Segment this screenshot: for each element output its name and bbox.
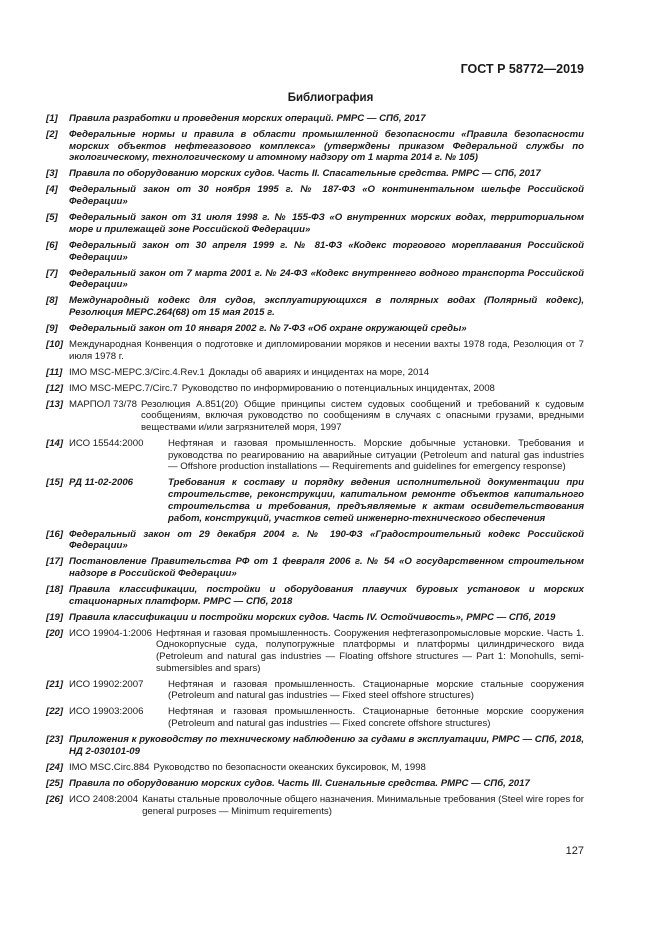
reference-item: [46, 129, 584, 164]
reference-code: ИСО 2408:2004: [69, 793, 139, 805]
reference-text: Правила по оборудованию морских судов. Часть III. Сигнальные средства. РМРС — СПб, 2017: [69, 777, 530, 789]
reference-text: Требования к составу и порядку ведения исполнительной документации при строительстве, реконструкции, капитальном ремонте объектов капитального строительства и требования, предъявляемые к актам освидетельствования работ, конструкций, участков сетей инженерно-технического обеспечения: [168, 477, 584, 524]
reference-number: [6]: [46, 239, 58, 251]
reference-text: Федеральный закон от 30 апреля 1999 г. № 81-ФЗ «Кодекс торгового мореплавания Российской Федерации»: [69, 239, 584, 263]
reference-code: ИСО 15544:2000: [69, 438, 144, 450]
reference-number: [14]: [46, 438, 64, 450]
reference-number: [8]: [46, 295, 58, 307]
reference-item: [46, 762, 584, 774]
reference-code: IMO MSC-MEPC.3/Circ.4.Rev.1: [69, 366, 205, 378]
document-code-header: ГОСТ Р 58772—2019: [460, 62, 584, 76]
reference-text: Нефтяная и газовая промышленность. Стационарные морские стальные сооружения (Petroleum and natural gas industries — Fixed steel offshore structures): [168, 678, 584, 702]
reference-item: [46, 212, 584, 235]
reference-item: [46, 706, 584, 729]
reference-text: Федеральные нормы и правила в области промышленной безопасности «Правила безопасности морских объектов нефтегазового комплекса» (утверждены приказом Федеральной службы по экологическому, технологическому и атомному надзору от 1 марта 2014 г. № 105): [69, 129, 584, 164]
reference-item: [46, 240, 584, 263]
bibliography-list: [46, 113, 584, 822]
reference-item: [46, 184, 584, 207]
reference-text: Международная Конвенция о подготовке и дипломировании моряков и несении вахты 1978 года, Резолюция от 7 июля 1978 г.: [69, 338, 584, 362]
reference-item: [46, 323, 584, 335]
reference-text: Международный кодекс для судов, эксплуатирующихся в полярных водах (Полярный кодекс), Резолюция MEPC.264(68) от 15 мая 2015 г.: [69, 295, 584, 318]
reference-text: Резолюция А.851(20) Общие принципы систем судовых сообщений и требований к судовым сообщениям, включая руководство по сообщениям в случаях с опасными грузами, вредными веществами и/или загрязнителей моря, 1997: [141, 398, 584, 434]
reference-number: [7]: [46, 267, 58, 279]
reference-item: [46, 734, 584, 757]
reference-text: Нефтяная и газовая промышленность. Морские добычные установки. Требования и руководства по реагированию на аварийные ситуации (Petroleum and natural gas industries — Offshore production installations — Requirements and guidelines for emergency response): [168, 438, 584, 473]
reference-number: [12]: [46, 382, 64, 394]
reference-text: Федеральный закон от 31 июля 1998 г. № 155-ФЗ «О внутренних морских водах, территориальном море и прилежащей зоне Российской Федерации»: [69, 212, 584, 235]
reference-item: [46, 339, 584, 362]
reference-code: МАРПОЛ 73/78: [69, 398, 138, 410]
reference-number: [10]: [46, 338, 64, 350]
reference-number: [18]: [46, 583, 64, 595]
reference-text: Приложения к руководству по техническому наблюдению за судами в эксплуатации, РМРС — СПб, 2018, НД 2-030101-09: [69, 734, 584, 757]
reference-text: Нефтяная и газовая промышленность. Сооружения нефтегазопромысловые морские. Часть 1. Однокорпусные суда, полупогружные платформы и платформы цилиндрического вида (Petroleum and natural gas industries — Floating offshore structures — Part 1: Monohulls, semi-submersibles and spars): [155, 627, 584, 674]
reference-number: [11]: [46, 366, 63, 378]
reference-item: [46, 383, 584, 395]
reference-text: Правила разработки и проведения морских операций. РМРС — СПб, 2017: [69, 113, 426, 124]
reference-text: Доклады об авариях и инцидентах на море, 2014: [208, 366, 430, 378]
reference-number: [22]: [46, 706, 64, 718]
reference-code: IMO MSC.Circ.884: [69, 761, 150, 773]
reference-text: Правила по оборудованию морских судов. Часть II. Спасательные средства. РМРС — СПб, 2017: [69, 168, 541, 180]
reference-item: [46, 168, 584, 180]
reference-code: ИСО 19904-1:2006: [69, 627, 152, 639]
reference-text: Правила классификации и постройки морских судов. Часть IV. Остойчивость», РМРС — СПб, 2019: [69, 611, 556, 623]
reference-code: IMO MSC-MEPC.7/Circ.7: [69, 382, 178, 394]
reference-item: [46, 794, 584, 817]
reference-number: [17]: [46, 556, 64, 568]
reference-number: [20]: [46, 627, 64, 639]
reference-number: [2]: [46, 129, 58, 140]
reference-text: Правила классификации, постройки и оборудования плавучих буровых установок и морских стационарных платформ. РМРС — СПб, 2018: [69, 583, 584, 607]
reference-number: [26]: [46, 793, 64, 805]
reference-item: [46, 612, 584, 624]
reference-number: [23]: [46, 734, 64, 746]
reference-text: Руководство по безопасности океанских буксировок, М, 1998: [153, 761, 426, 773]
reference-item: [46, 584, 584, 607]
reference-number: [13]: [46, 398, 64, 410]
reference-number: [4]: [46, 184, 58, 196]
reference-item: [46, 113, 584, 125]
reference-code: РД 11-02-2006: [69, 477, 133, 489]
reference-item: [46, 268, 584, 291]
reference-text: Руководство по информированию о потенциальных инцидентах, 2008: [181, 382, 495, 394]
reference-item: [46, 679, 584, 702]
reference-item: [46, 556, 584, 579]
reference-number: [5]: [46, 212, 58, 224]
reference-text: Федеральный закон от 10 января 2002 г. № 7-ФЗ «Об охране окружающей среды»: [69, 322, 467, 334]
reference-item: [46, 529, 584, 552]
reference-text: Канаты стальные проволочные общего назначения. Минимальные требования (Steel wire ropes for general purposes — Minimum requirements): [142, 793, 584, 817]
reference-code: ИСО 19902:2007: [69, 678, 144, 690]
reference-item: [46, 367, 584, 379]
reference-item: [46, 628, 584, 675]
reference-item: [46, 778, 584, 790]
reference-number: [15]: [46, 477, 64, 489]
reference-text: Федеральный закон от 30 ноября 1995 г. № 187-ФЗ «О континентальном шельфе Российской Федерации»: [69, 184, 584, 208]
reference-code: ИСО 19903:2006: [69, 706, 144, 718]
reference-number: [24]: [46, 761, 64, 773]
reference-number: [1]: [46, 113, 58, 124]
reference-item: [46, 438, 584, 473]
reference-number: [19]: [46, 611, 64, 623]
page-number: 127: [565, 845, 584, 857]
reference-text: Постановление Правительства РФ от 1 февраля 2006 г. № 54 «О государственном строительном надзоре в Российской Федерации»: [69, 556, 584, 579]
reference-number: [21]: [46, 678, 64, 690]
reference-text: Федеральный закон от 29 декабря 2004 г. № 190-ФЗ «Градостроительный кодекс Российской Федерации»: [69, 528, 584, 552]
reference-item: [46, 477, 584, 524]
section-title: Библиография: [287, 92, 374, 104]
reference-number: [25]: [46, 777, 64, 789]
reference-number: [9]: [46, 322, 58, 334]
reference-text: Нефтяная и газовая промышленность. Стационарные бетонные морские сооружения (Petroleum and natural gas industries — Fixed concrete offshore structures): [168, 706, 584, 730]
reference-number: [16]: [46, 528, 64, 540]
reference-number: [3]: [46, 168, 58, 180]
reference-item: [46, 399, 584, 434]
reference-text: Федеральный закон от 7 марта 2001 г. № 24-ФЗ «Кодекс внутреннего водного транспорта Российской Федерации»: [69, 267, 584, 291]
reference-item: [46, 295, 584, 318]
